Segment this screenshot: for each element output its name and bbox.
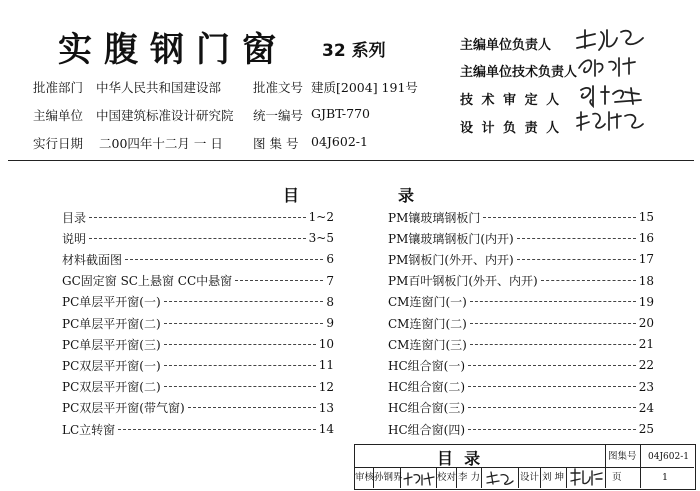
toc-entry-title: PC双层平开窗(二) bbox=[62, 380, 161, 395]
title-block-atlas-label: 图集号 bbox=[608, 451, 637, 462]
toc-leader bbox=[483, 217, 635, 218]
toc-leader bbox=[470, 301, 636, 302]
toc-entry-page: 19 bbox=[638, 294, 654, 309]
meta-value-effective-date: 二00四年十二月 一 日 bbox=[99, 136, 223, 151]
toc-entry-page: 9 bbox=[326, 316, 334, 330]
toc-entry-title: PC单层平开窗(二) bbox=[62, 316, 161, 331]
toc-entry-page: 7 bbox=[326, 273, 334, 288]
toc-entry-title: PM钢板门(外开、内开) bbox=[388, 252, 514, 267]
toc-leader bbox=[517, 238, 636, 239]
toc-entry bbox=[62, 315, 334, 331]
toc-leader bbox=[164, 365, 316, 366]
toc-entry bbox=[388, 421, 654, 437]
toc-leader bbox=[125, 259, 323, 260]
toc-entry-title: PM镶玻璃钢板门 bbox=[388, 210, 481, 225]
toc-entry-title: 目录 bbox=[62, 210, 87, 225]
toc-entry-page: 15 bbox=[638, 210, 654, 224]
toc-entry bbox=[388, 230, 654, 246]
toc-entry bbox=[388, 294, 654, 310]
toc-entry-page: 24 bbox=[638, 400, 654, 415]
toc-entry-title: PM镶玻璃钢板门(内开) bbox=[388, 231, 514, 246]
title-block-name: 目 录 bbox=[437, 449, 481, 468]
review-label: 审核 bbox=[355, 472, 375, 483]
toc-entry-page: 21 bbox=[638, 337, 654, 352]
toc-entry-title: CM连窗门(三) bbox=[388, 337, 467, 352]
toc-entry-title: CM连窗门(一) bbox=[388, 295, 467, 310]
toc-leader bbox=[235, 280, 323, 281]
toc-entry-page: 16 bbox=[638, 231, 654, 246]
toc-entry-page: 8 bbox=[326, 294, 334, 309]
signature-chief-unit bbox=[573, 24, 653, 54]
toc-entry bbox=[62, 209, 334, 225]
toc-entry-page: 14 bbox=[318, 422, 334, 436]
toc-entry-title: HC组合窗(三) bbox=[388, 401, 466, 416]
toc-entry-title: GC固定窗 SC上悬窗 CC中悬窗 bbox=[62, 274, 233, 289]
toc-leader bbox=[468, 429, 636, 430]
toc-entry-page: 18 bbox=[638, 273, 654, 288]
toc-heading-left: 目 bbox=[283, 186, 300, 205]
signature-tech-reviewer bbox=[575, 80, 655, 108]
toc-entry-title: PM百叶钢板门(外开、内开) bbox=[388, 274, 538, 289]
toc-entry-page: 1~2 bbox=[308, 210, 334, 224]
toc-leader bbox=[470, 323, 636, 324]
toc-leader bbox=[164, 386, 316, 387]
toc-entry-title: LC立转窗 bbox=[62, 422, 116, 437]
tb-sep-7 bbox=[540, 467, 541, 488]
toc-entry-title: 说明 bbox=[62, 231, 87, 246]
meta-value-atlas-no: 04J602-1 bbox=[311, 134, 368, 149]
toc-entry-title: HC组合窗(二) bbox=[388, 380, 466, 395]
signatory-label-design-chief: 设 计 负 责 人 bbox=[460, 121, 562, 136]
toc-entry bbox=[62, 400, 334, 416]
toc-entry-title: HC组合窗(一) bbox=[388, 358, 466, 373]
toc-entry-page: 10 bbox=[318, 337, 334, 352]
toc-entry bbox=[62, 379, 334, 395]
toc-entry bbox=[62, 251, 334, 267]
design-signature bbox=[568, 467, 604, 487]
review-signature bbox=[402, 469, 436, 487]
meta-label-atlas-no: 图 集 号 bbox=[253, 136, 299, 151]
toc-entry bbox=[388, 273, 654, 289]
toc-entry bbox=[388, 400, 654, 416]
toc-entry-page: 23 bbox=[638, 379, 654, 394]
title-block-vline-1 bbox=[605, 444, 606, 488]
toc-entry-page: 13 bbox=[318, 400, 334, 415]
toc-leader bbox=[468, 386, 636, 387]
tb-sep-4 bbox=[456, 467, 457, 488]
toc-entry bbox=[388, 209, 654, 225]
signature-design-chief bbox=[573, 106, 653, 136]
check-label: 校对 bbox=[437, 472, 457, 483]
toc-entry-title: HC组合窗(四) bbox=[388, 422, 466, 437]
toc-entry bbox=[388, 315, 654, 331]
signature-tech-chief bbox=[575, 52, 645, 80]
toc-entry-title: CM连窗门(二) bbox=[388, 316, 467, 331]
tb-sep-6 bbox=[518, 467, 519, 488]
page-label: 页 bbox=[612, 472, 622, 483]
title-block-divider bbox=[354, 467, 694, 468]
title-block-atlas-value: 04J602-1 bbox=[648, 452, 690, 462]
toc-entry-page: 25 bbox=[638, 422, 654, 436]
check-name: 李 力 bbox=[458, 472, 481, 483]
toc-leader bbox=[89, 217, 306, 218]
toc-entry bbox=[388, 357, 654, 373]
signatory-label-tech-chief: 主编单位技术负责人 bbox=[460, 65, 578, 80]
signatory-label-tech-reviewer: 技 术 审 定 人 bbox=[460, 93, 562, 108]
toc-leader bbox=[468, 407, 636, 408]
toc-leader bbox=[118, 429, 316, 430]
toc-entry-title: 材料截面图 bbox=[62, 252, 123, 267]
toc-entry-page: 22 bbox=[638, 358, 654, 373]
meta-label-unified-no: 统一编号 bbox=[253, 108, 304, 123]
meta-value-editor-unit: 中国建筑标准设计研究院 bbox=[96, 108, 234, 123]
toc-leader bbox=[517, 259, 636, 260]
title-block-vline-2 bbox=[640, 444, 641, 488]
toc-entry bbox=[62, 294, 334, 310]
toc-leader bbox=[164, 301, 324, 302]
toc-entry-page: 3~5 bbox=[308, 231, 334, 246]
meta-label-effective-date: 实行日期 bbox=[33, 136, 84, 151]
toc-entry-title: PC单层平开窗(一) bbox=[62, 295, 161, 310]
toc-entry-page: 17 bbox=[638, 252, 654, 267]
design-name: 刘 坤 bbox=[542, 472, 565, 483]
design-label: 设计 bbox=[520, 472, 540, 483]
meta-value-unified-no: GJBT-770 bbox=[311, 106, 370, 121]
toc-leader bbox=[164, 323, 324, 324]
toc-entry-page: 11 bbox=[318, 358, 334, 373]
toc-leader bbox=[89, 238, 306, 239]
signatory-label-chief-unit: 主编单位负责人 bbox=[460, 38, 552, 53]
toc-entry-title: PC双层平开窗(带气窗) bbox=[62, 401, 185, 416]
header-divider bbox=[8, 160, 694, 161]
meta-label-approval-dept: 批准部门 bbox=[33, 80, 84, 95]
toc-entry bbox=[62, 336, 334, 352]
toc-entry bbox=[388, 336, 654, 352]
page-value: 1 bbox=[662, 472, 669, 483]
tb-sep-5 bbox=[481, 467, 482, 488]
meta-value-approval-no: 建质[2004] 191号 bbox=[311, 80, 418, 95]
toc-entry-page: 6 bbox=[326, 252, 334, 267]
check-signature bbox=[483, 469, 517, 487]
review-name: 孙钢界 bbox=[374, 472, 403, 483]
toc-entry bbox=[62, 230, 334, 246]
toc-heading-right: 录 bbox=[398, 186, 415, 205]
toc-entry-page: 20 bbox=[638, 316, 654, 330]
meta-label-editor-unit: 主编单位 bbox=[33, 108, 84, 123]
toc-leader bbox=[470, 344, 636, 345]
series-label: 32 系列 bbox=[322, 41, 386, 61]
toc-entry-title: PC双层平开窗(一) bbox=[62, 358, 161, 373]
toc-entry bbox=[388, 251, 654, 267]
toc-entry bbox=[62, 421, 334, 437]
meta-label-approval-no: 批准文号 bbox=[253, 80, 304, 95]
toc-entry bbox=[388, 379, 654, 395]
toc-entry bbox=[62, 357, 334, 373]
toc-leader bbox=[188, 407, 316, 408]
toc-leader bbox=[164, 344, 316, 345]
toc-entry-page: 12 bbox=[318, 379, 334, 394]
toc-entry bbox=[62, 273, 334, 289]
toc-entry-title: PC单层平开窗(三) bbox=[62, 337, 161, 352]
tb-sep-8 bbox=[566, 467, 567, 488]
meta-value-approval-dept: 中华人民共和国建设部 bbox=[96, 80, 222, 95]
toc-leader bbox=[541, 280, 636, 281]
toc-leader bbox=[468, 365, 636, 366]
page-title: 实腹钢门窗 bbox=[58, 30, 288, 70]
